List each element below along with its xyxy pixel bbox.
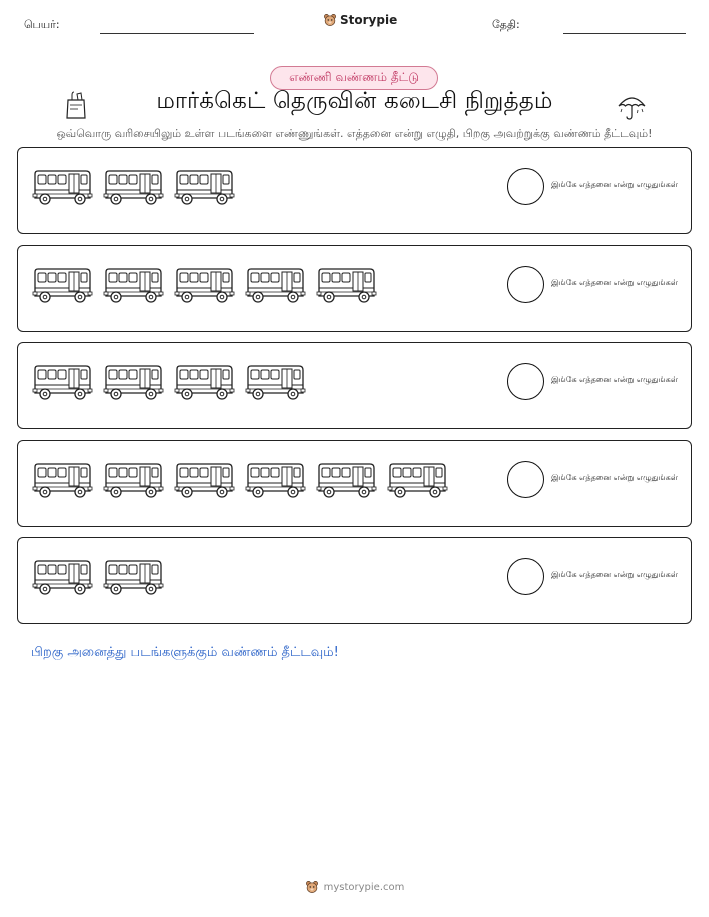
bus-icon[interactable] [315, 461, 377, 501]
bear-mascot-icon [305, 880, 319, 894]
answer-circle[interactable] [507, 168, 544, 205]
answer-circle[interactable] [507, 558, 544, 595]
date-line[interactable] [563, 33, 686, 34]
bus-group [31, 266, 377, 306]
write-here-label: இங்கே எத்தனை என்று எழுதுங்கள் [551, 278, 678, 287]
bus-icon[interactable] [244, 461, 306, 501]
bus-icon[interactable] [31, 266, 93, 306]
answer-circle[interactable] [507, 266, 544, 303]
brand-logo [323, 13, 397, 27]
footer-note: பிறகு அனைத்து படங்களுக்கும் வண்ணம் தீட்டவும்! [31, 645, 339, 660]
footer-brand [0, 880, 709, 894]
answer-circle[interactable] [507, 461, 544, 498]
bus-icon[interactable] [386, 461, 448, 501]
bus-icon[interactable] [102, 168, 164, 208]
bus-icon[interactable] [173, 168, 235, 208]
bus-group [31, 461, 448, 501]
date-label: தேதி: [492, 18, 520, 31]
instructions: ஒவ்வொரு வரிசையிலும் உள்ள படங்களை எண்ணுங்கள். எத்தனை என்று எழுதி, பிறகு அவற்றுக்கு வண்ணம் தீட்டவும்! [56, 127, 653, 140]
name-line[interactable] [100, 33, 254, 34]
umbrella-icon [617, 92, 647, 120]
page-title: மார்க்கெட் தெருவின் கடைசி நிறுத்தம் [156, 88, 553, 114]
activity-badge: எண்ணி வண்ணம் தீட்டு [270, 66, 438, 90]
bus-group [31, 363, 306, 403]
bus-icon[interactable] [315, 266, 377, 306]
bus-icon[interactable] [31, 363, 93, 403]
answer-circle[interactable] [507, 363, 544, 400]
bus-icon[interactable] [102, 363, 164, 403]
bus-icon[interactable] [31, 168, 93, 208]
write-here-label: இங்கே எத்தனை என்று எழுதுங்கள் [551, 180, 678, 189]
brand-name: Storypie [340, 13, 398, 27]
write-here-label: இங்கே எத்தனை என்று எழுதுங்கள் [551, 473, 678, 482]
bus-group [31, 168, 235, 208]
bus-icon[interactable] [31, 558, 93, 598]
name-label: பெயர்: [24, 18, 60, 31]
bus-icon[interactable] [102, 558, 164, 598]
bus-icon[interactable] [173, 363, 235, 403]
bus-icon[interactable] [244, 266, 306, 306]
footer-url: mystorypie.com [323, 881, 405, 893]
bus-icon[interactable] [102, 266, 164, 306]
counting-row [17, 537, 692, 624]
counting-row [17, 440, 692, 527]
bus-icon[interactable] [173, 266, 235, 306]
bus-icon[interactable] [244, 363, 306, 403]
bear-mascot-icon [323, 13, 337, 27]
bus-icon[interactable] [173, 461, 235, 501]
write-here-label: இங்கே எத்தனை என்று எழுதுங்கள் [551, 570, 678, 579]
bus-group [31, 558, 164, 598]
write-here-label: இங்கே எத்தனை என்று எழுதுங்கள் [551, 375, 678, 384]
counting-row [17, 342, 692, 429]
bus-icon[interactable] [102, 461, 164, 501]
bus-icon[interactable] [31, 461, 93, 501]
counting-row [17, 147, 692, 234]
counting-row [17, 245, 692, 332]
